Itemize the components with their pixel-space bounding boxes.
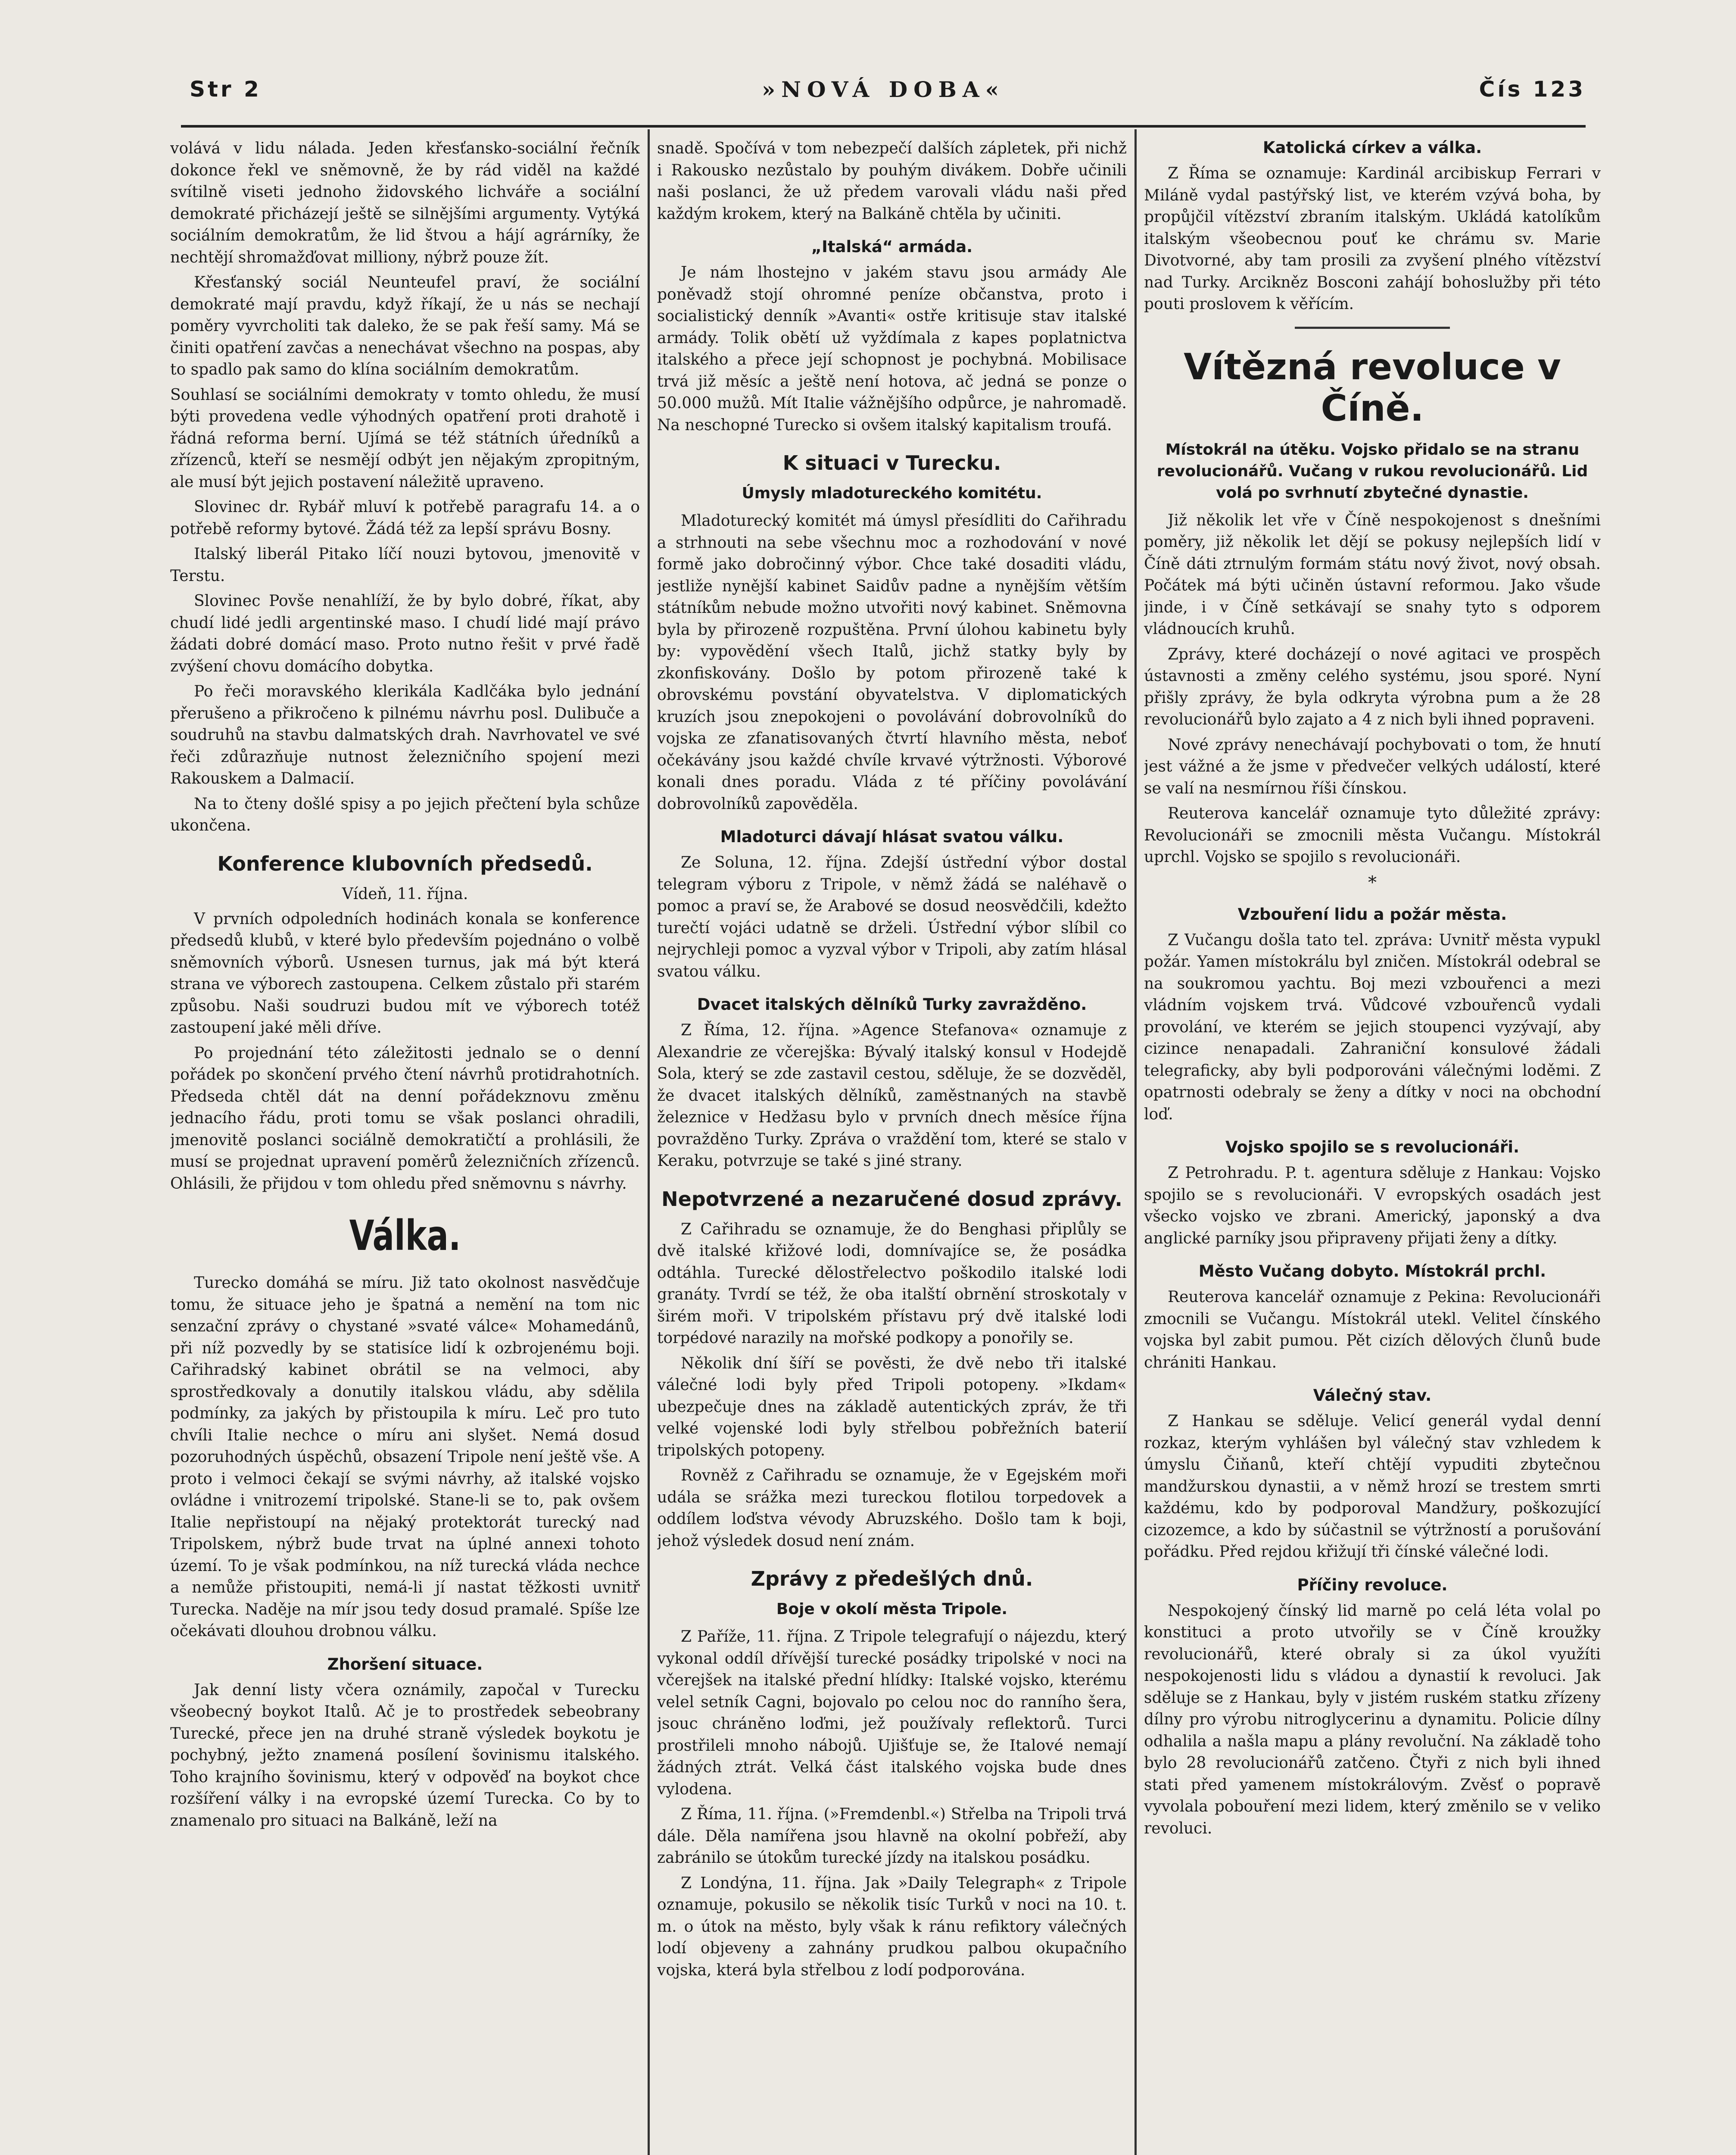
paragraph: Reuterova kancelář oznamuje tyto důležité zprávy: Revolucionáři se zmocnili města Vučangu. Místokrál uprchl. Vojsko se spojilo s revolucionáři. <box>1144 805 1601 866</box>
headline-vitezna-revoluce: Vítězná revoluce v Číně. <box>1184 345 1561 429</box>
paragraph: Italský liberál Pitako líčí nouzi bytovou, jmenovitě v Terstu. <box>170 545 640 585</box>
page-header <box>181 77 1586 116</box>
subheadline-mesto: Město Vučang dobyto. Místokrál prchl. <box>1198 1262 1546 1281</box>
paragraph: Mladoturecký komitét má úmysl přesídliti do Cařihradu a strhnouti na sebe všechnu moc a rozhodování v nové formě jako dobročinný výbor. Chce také dosaditi vládu, jestliže nynější kabinet Saidův padne a nynějším větším státníkům nebude možno utvořiti nový kabinet. Sněmovna byla by přirozeně rozpuštěna. První úlohou kabinetu byly by: vypovědění všech Italů, jichž statky byly by zkonfiskovány. Došlo by potom přirozeně také k obrovskému povstání obyvatelstva. V diplomatických kruzích jsou znepokojeni o povolávání dobrovolníků do vojska ze zfanatisovaných čtvrtí hlavního města, neboť očekávány jsou každé chvíle krvavé výtržnosti. Výborové konali dnes poradu. Vláda z té příčiny povolávání dobrovolníků zapověděla. <box>657 512 1127 813</box>
column-rule-2 <box>1134 129 1137 2155</box>
subheadline-vojsko: Vojsko spojilo se s revolucionáři. <box>1225 1138 1520 1156</box>
column-3 <box>1144 138 1601 2155</box>
paragraph: Slovinec Povše nenahlíží, že by bylo dobré, říkat, aby chudí lidé jedli argentinské maso. I chudí lidé mají právo žádati dobré domácí maso. Proto nutno řešit v prvé řadě zvýšení chovu domácího dobytka. <box>170 592 640 675</box>
paragraph: Reuterova kancelář oznamuje z Pekina: Revolucionáři zmocnili se Vučangu. Místokrál utekl. Velitel čínského vojska byl zabit pumou. Pět cizích dělových člunů bude chrániti Hankau. <box>1144 1288 1601 1371</box>
paragraph: Souhlasí se sociálními demokraty v tomto ohledu, že musí býti provedena vedle výhodných opatření proti drahotě i řádná reforma berní. Ujímá se též státních úředníků a zřízenců, kteří se nesmějí odbýt jen nějakým zpropitným, ale musí být jejich postavení náležitě upraveno. <box>170 386 640 491</box>
paragraph: Slovinec dr. Rybář mluví k potřebě paragrafu 14. a o potřebě reformy bytové. Žádá též za lepší správu Bosny. <box>170 498 640 538</box>
headline-nepotvrzene: Nepotvrzené a nezaručené dosud zprávy. <box>661 1187 1122 1211</box>
paragraph: Několik dní šíří se pověsti, že dvě nebo tři italské válečné lodi byly před Tripoli potopeny. »Ikdam« ubezpečuje dnes na základě autentických zpráv, že tři velké vojenské lodi byly střelbou pobřežních baterií tripolských potopeny. <box>657 1354 1127 1459</box>
subheadline-katolicka: Katolická církev a válka. <box>1262 138 1482 157</box>
paragraph: Na to čteny došlé spisy a po jejich přečtení byla schůze ukončena. <box>170 795 640 834</box>
paragraph: V prvních odpoledních hodinách konala se konference předsedů klubů, v které bylo především pojednáno o volbě sněmovních výborů. Usnesen turnus, jak má být která strana ve výborech zastoupena. Celkem zůstalo při starém způsobu. Naši soudruzi budou mít ve výborech totéž zastoupení jaké měli dříve. <box>170 910 640 1037</box>
paragraph: Již několik let vře v Číně nespokojenost s dnešními poměry, již několik let dějí se pokusy nejlepších lidí v Číně dáti ztrnulým formám státu nový život, nový obsah. Počátek má býti učiněn ústavní reformou. Jako všude jinde, i v Číně setkávají se snahy tyto s odporem vládnoucích kruhů. <box>1144 511 1601 638</box>
subheadline-valecny: Válečný stav. <box>1313 1386 1432 1405</box>
page-number: Str 2 <box>190 77 262 102</box>
paragraph: Rovněž z Cařihradu se oznamuje, že v Egejském moři udála se srážka mezi tureckou flotilou torpedovek a oddílem loďstva vévody Abruzského. Došlo tam k boji, jehož výsledek dosud není znám. <box>657 1467 1127 1550</box>
subheadline-mistokral: Místokrál na útěku. Vojsko přidalo se na stranu revolucionářů. Vučang v rukou revolucionářů. Lid volá po svrhnutí zbytečné dynastie. <box>1156 440 1588 502</box>
subheadline-umysly: Úmysly mladotureckého komitétu. <box>742 484 1042 502</box>
paragraph: Z Paříže, 11. října. Z Tripole telegrafují o nájezdu, který vykonal oddíl dřívější turecké posádky tripolské v noci na včerejšek na italské přední hlídky: Italské vojsko, kterému velel setník Cagni, bojovalo po celou noc do ranního šera, jsouc chráněno loďmi, jež používaly reflektorů. Turci prostřileli mnoho nábojů. Ujišťuje se, že Italové nemají žádných ztrát. Velká část italského vojska bude dnes vylodena. <box>657 1628 1127 1798</box>
dateline: Vídeň, 11. října. <box>342 885 468 903</box>
paragraph: Z Londýna, 11. října. Jak »Daily Telegraph« z Tripole oznamuje, pokusilo se několik tisíc Turků v noci na 10. t. m. o útok na město, byly však k ránu refiktory válečných lodí objeveny a zahnány prudkou palbou okupačního vojska, která byla střelbou z lodí podporována. <box>657 1874 1127 1979</box>
subheadline-dvacet: Dvacet italských dělníků Turky zavražděno. <box>697 995 1087 1014</box>
subheadline-vzbouren: Vzbouření lidu a požár města. <box>1237 905 1507 924</box>
paragraph: Z Říma, 12. října. »Agence Stefanova« oznamuje z Alexandrie ze včerejška: Bývalý italský konsul v Hodejdě Sola, který se zde zastavil cestou, sděluje, že se dozvěděl, že dvacet italských dělníků, zaměstnaných na stavbě železnice v Hedžasu bylo v prvních dnech měsíce října povražděno Turky. Zpráva o vraždění tom, které se stalo v Keraku, potvrzuje se také s jiné strany. <box>657 1021 1127 1170</box>
headline-situaci: K situaci v Turecku. <box>782 451 1001 475</box>
paragraph: Z Cařihradu se oznamuje, že do Benghasi připlůly se dvě italské křižové lodi, domnívajíce se, že posádka odtáhla. Turecké dělostřelectvo poškodilo italské lodi granáty. Tvrdí se též, že oba italští obrnění stroskotaly v širém moři. V tripolském přístavu prý dvě italské lodi torpédové narazily na mořské podkopy a ponořily se. <box>657 1220 1127 1347</box>
paragraph: Po řeči moravského klerikála Kadlčáka bylo jednání přerušeno a přikročeno k pilnému návrhu posl. Dulibuče a soudruhů na stavbu dalmatských drah. Navrhovatel ve své řeči zdůrazňuje nutnost železničního spojení mezi Rakouskem a Dalmacií. <box>170 683 640 787</box>
section-rule <box>1295 327 1450 329</box>
column-1 <box>170 138 640 2155</box>
paragraph: Po projednání této záležitosti jednalo se o denní pořádek po skončení prvého čtení návrhů protidrahotních. Předseda chtěl dát na denní pořádekznovu změnu jednacího řádu, proti tomu se však poslanci ohradili, jmenovitě poslanci sociálně demokratičtí a prohlásili, že musí se projednat upravení poměrů železničních zřízenců. Ohlásili, že přijdou v tom ohledu před sněmovnu s návrhy. <box>170 1044 640 1193</box>
newspaper-title: »NOVÁ DOBA« <box>762 77 1005 102</box>
paragraph: Ze Soluna, 12. října. Zdejší ústřední výbor dostal telegram výboru z Tripole, v němž žádá se naléhavě o pomoc a praví se, že Arabové se dosud neosvědčili, kdežto turečtí vojáci udatně se drželi. Ústřední výbor slíbil co nejrychleji pomoc a vyzval výbor v Tripoli, aby zatím hlásal svatou válku. <box>657 854 1127 981</box>
paragraph: Z Vučangu došla tato tel. zpráva: Uvnitř města vypukl požár. Yamen místokrálu byl zničen. Místokrál odebral se na soukromou yachtu. Boj mezi vzbouřenci a mezi vládním vojskem trvá. Vůdcové vzbouřenců vydali provolání, ve kterém se jejich stoupenci vyzývají, aby cizince nenapadali. Zahraniční konsulové žádali telegraficky, aby byli podporováni válečnými loděmi. Z opatrnosti odebraly se ženy a dítky v noci na obchodní loď. <box>1144 931 1601 1123</box>
subheadline-zhorseni: Zhoršení situace. <box>327 1655 483 1674</box>
paragraph: Z Říma se oznamuje: Kardinál arcibiskup Ferrari v Miláně vydal pastýřský list, ve kterém vzývá boha, by propůjčil vítězství zbraním italským. Ukládá katolíkům italským všeobecnou pouť ke chrámu sv. Marie Divotvorné, aby tam prosili za zvyšení plného vítězství nad Turky. Arcikněz Bosconi zahájí bohoslužby při této pouti proslovem k věřícím. <box>1144 165 1601 313</box>
paragraph: volává v lidu nálada. Jeden křesťansko-sociální řečník dokonce řekl ve sněmovně, že by rád viděl na každé svítilně viseti jednoho židovského lichváře a sociální demokraté přicházejí ještě se silnějšími argumenty. Vytýká sociálním demokratům, že lid štvou a hájí agrárníky, že nechtějí shromažďovat milliony, nýbrž pouze žít. <box>170 140 640 266</box>
paragraph: Jak denní listy včera oznámily, započal v Turecku všeobecný boykot Italů. Ač je to prostředek sebeobrany Turecké, přece jen na druhé straně výsledek boykotu je pochybný, ježto znamená posílení šovinismu italského. Toho krajního šovinismu, který v odpověď na boykot chce rozšíření války i na evropské území Turecka. Co by to znamenalo pro situaci na Balkáně, leží na <box>170 1681 640 1830</box>
issue-number: Čís 123 <box>1479 77 1586 102</box>
paragraph: Zprávy, které docházejí o nové agitaci ve prospěch ústavnosti a změny celého systému, jsou sporé. Nyní přišly zprávy, že byla odkryta výrobna pum a že 28 revolucionářů bylo zajato a 4 z nich byli ihned popraveni. <box>1144 645 1601 728</box>
column-rule-1 <box>648 129 650 2155</box>
paragraph: Nespokojený čínský lid marně po celá léta volal po konstituci a proto utvořily se v Číně kroužky revolucionářů, které obraly si za úkol využíti nespokojenosti lidu s vládou a dynastií k revoluci. Jak sděluje se z Hankau, byly v jistém ruském statku zřízeny dílny pro výrobu nitroglycerinu a dynamitu. Policie dílny odhalila a našla mapu a plány revoluční. Na základě toho bylo 28 revolucionářů zatčeno. Čtyři z nich byli ihned stati před yamenem místokrálovým. Zvěsť o popravě vyvolala pobouření mezi lidem, který změnilo se v veliko revoluci. <box>1144 1602 1601 1837</box>
asterisk-divider: * <box>1368 872 1377 893</box>
header-rule <box>181 125 1586 128</box>
paragraph: Nové zprávy nenechávají pochybovati o tom, že hnutí jest vážné a že jsme v předvečer velkých událostí, které se valí na nesmírnou říši čínskou. <box>1144 736 1601 797</box>
paragraph: Křesťanský sociál Neunteufel praví, že sociální demokraté mají pravdu, když říkají, že u nás se nechají poměry vyvrcholiti tak daleko, že se pak řeší samy. Má se činiti opatření zavčas a nenechávat všechno na pospas, aby to spadlo pak samo do klína sociálním demokratům. <box>170 274 640 378</box>
subheadline-mladoturci: Mladoturci dávají hlásat svatou válku. <box>720 828 1064 846</box>
paragraph: Z Hankau se sděluje. Velicí generál vydal denní rozkaz, kterým vyhlášen byl válečný stav vzhledem k úmyslu Čiňanů, kteří chtějí vypuditi zbytečnou mandžurskou dynastii, a v němž hrozí se trestem smrti každému, kdo by podporoval Mandžury, poškozující cizozemce, a kdo by súčastnil se výtržností a porušování pořádku. Před rejdou křižují tři čínské válečné lodi. <box>1144 1412 1601 1561</box>
subheadline-priciny: Příčiny revoluce. <box>1297 1575 1448 1594</box>
column-2 <box>657 138 1127 2155</box>
subheadline-armada: „Italská“ armáda. <box>811 237 973 256</box>
paragraph: Z Říma, 11. října. (»Fremdenbl.«) Střelba na Tripoli trvá dále. Děla namířena jsou hlavně na okolní pobřeží, aby zabránilo se útokům turecké jízdy na italskou posádku. <box>657 1805 1127 1867</box>
subheadline-boje: Boje v okolí města Tripole. <box>776 1600 1008 1618</box>
headline-konference: Konference klubovních předsedů. <box>217 852 593 875</box>
headline-zpravy: Zprávy z předešlých dnů. <box>751 1567 1033 1590</box>
paragraph: Je nám lhostejno v jakém stavu jsou armády Ale poněvadž stojí ohromné peníze občanstva, proto i socialistický denník »Avanti« ostře kritisuje stav italské armády. Tolik obětí už vyždímala z kapes poplatnictva italského a přece její schopnost je pochybná. Mobilisace trvá již měsíc a ještě není hotova, ač jedná se ponze o 50.000 mužů. Mít Italie vážnějšího odpůrce, je nahromadě. Na neschopné Turecko si ovšem italský kapitalism troufá. <box>657 264 1127 434</box>
paragraph: Turecko domáhá se míru. Již tato okolnost nasvědčuje tomu, že situace jeho je špatná a nemění na tom nic senzační zprávy o chystané »svaté válce« Mohamedánů, při níž pozvedly by se statisíce lidí k ozbrojenému boji. Cařihradský kabinet obrátil se na velmoci, aby sprostředkovaly a donutily italskou vládu, aby sdělila podmínky, za jakých by přistoupila k míru. Leč pro tuto chvíli Italie nechce o míru ani slyšet. Nemá dosud pozoruhodných úspěchů, obsazení Tripole není ještě vše. A proto i velmoci čekají se svými návrhy, až italské vojsko ovládne i vnitrozemí tripolské. Stane-li se to, pak ovšem Italie nepřistoupí na nějaký protektorát turecký nad Tripolskem, nýbrž bude trvat na úplné annexi tohoto území. To je však podmínkou, na níž turecká vláda nechce a nemůže přistoupiti, nemá-li jí nastat těžkosti uvnitř Turecka. Naděje na mír jsou tedy dosud pramalé. Spíše lze očekávati dlouhou drobnou válku. <box>170 1274 640 1640</box>
paragraph: snadě. Spočívá v tom nebezpečí dalších zápletek, při nichž i Rakousko nezůstalo by pouhým divákem. Dobře učinili naši poslanci, že už předem varovali vládu naši před každým krokem, který na Balkáně chtěla by učiniti. <box>657 140 1127 223</box>
headline-valka: Válka. <box>349 1212 461 1260</box>
paragraph: Z Petrohradu. P. t. agentura sděluje z Hankau: Vojsko spojilo se s revolucionáři. V evropských osadách jest všecko vojsko ve zbrani. Americký, japonský a dva anglické parníky jsou připraveny přijati ženy a dítky. <box>1144 1164 1601 1247</box>
